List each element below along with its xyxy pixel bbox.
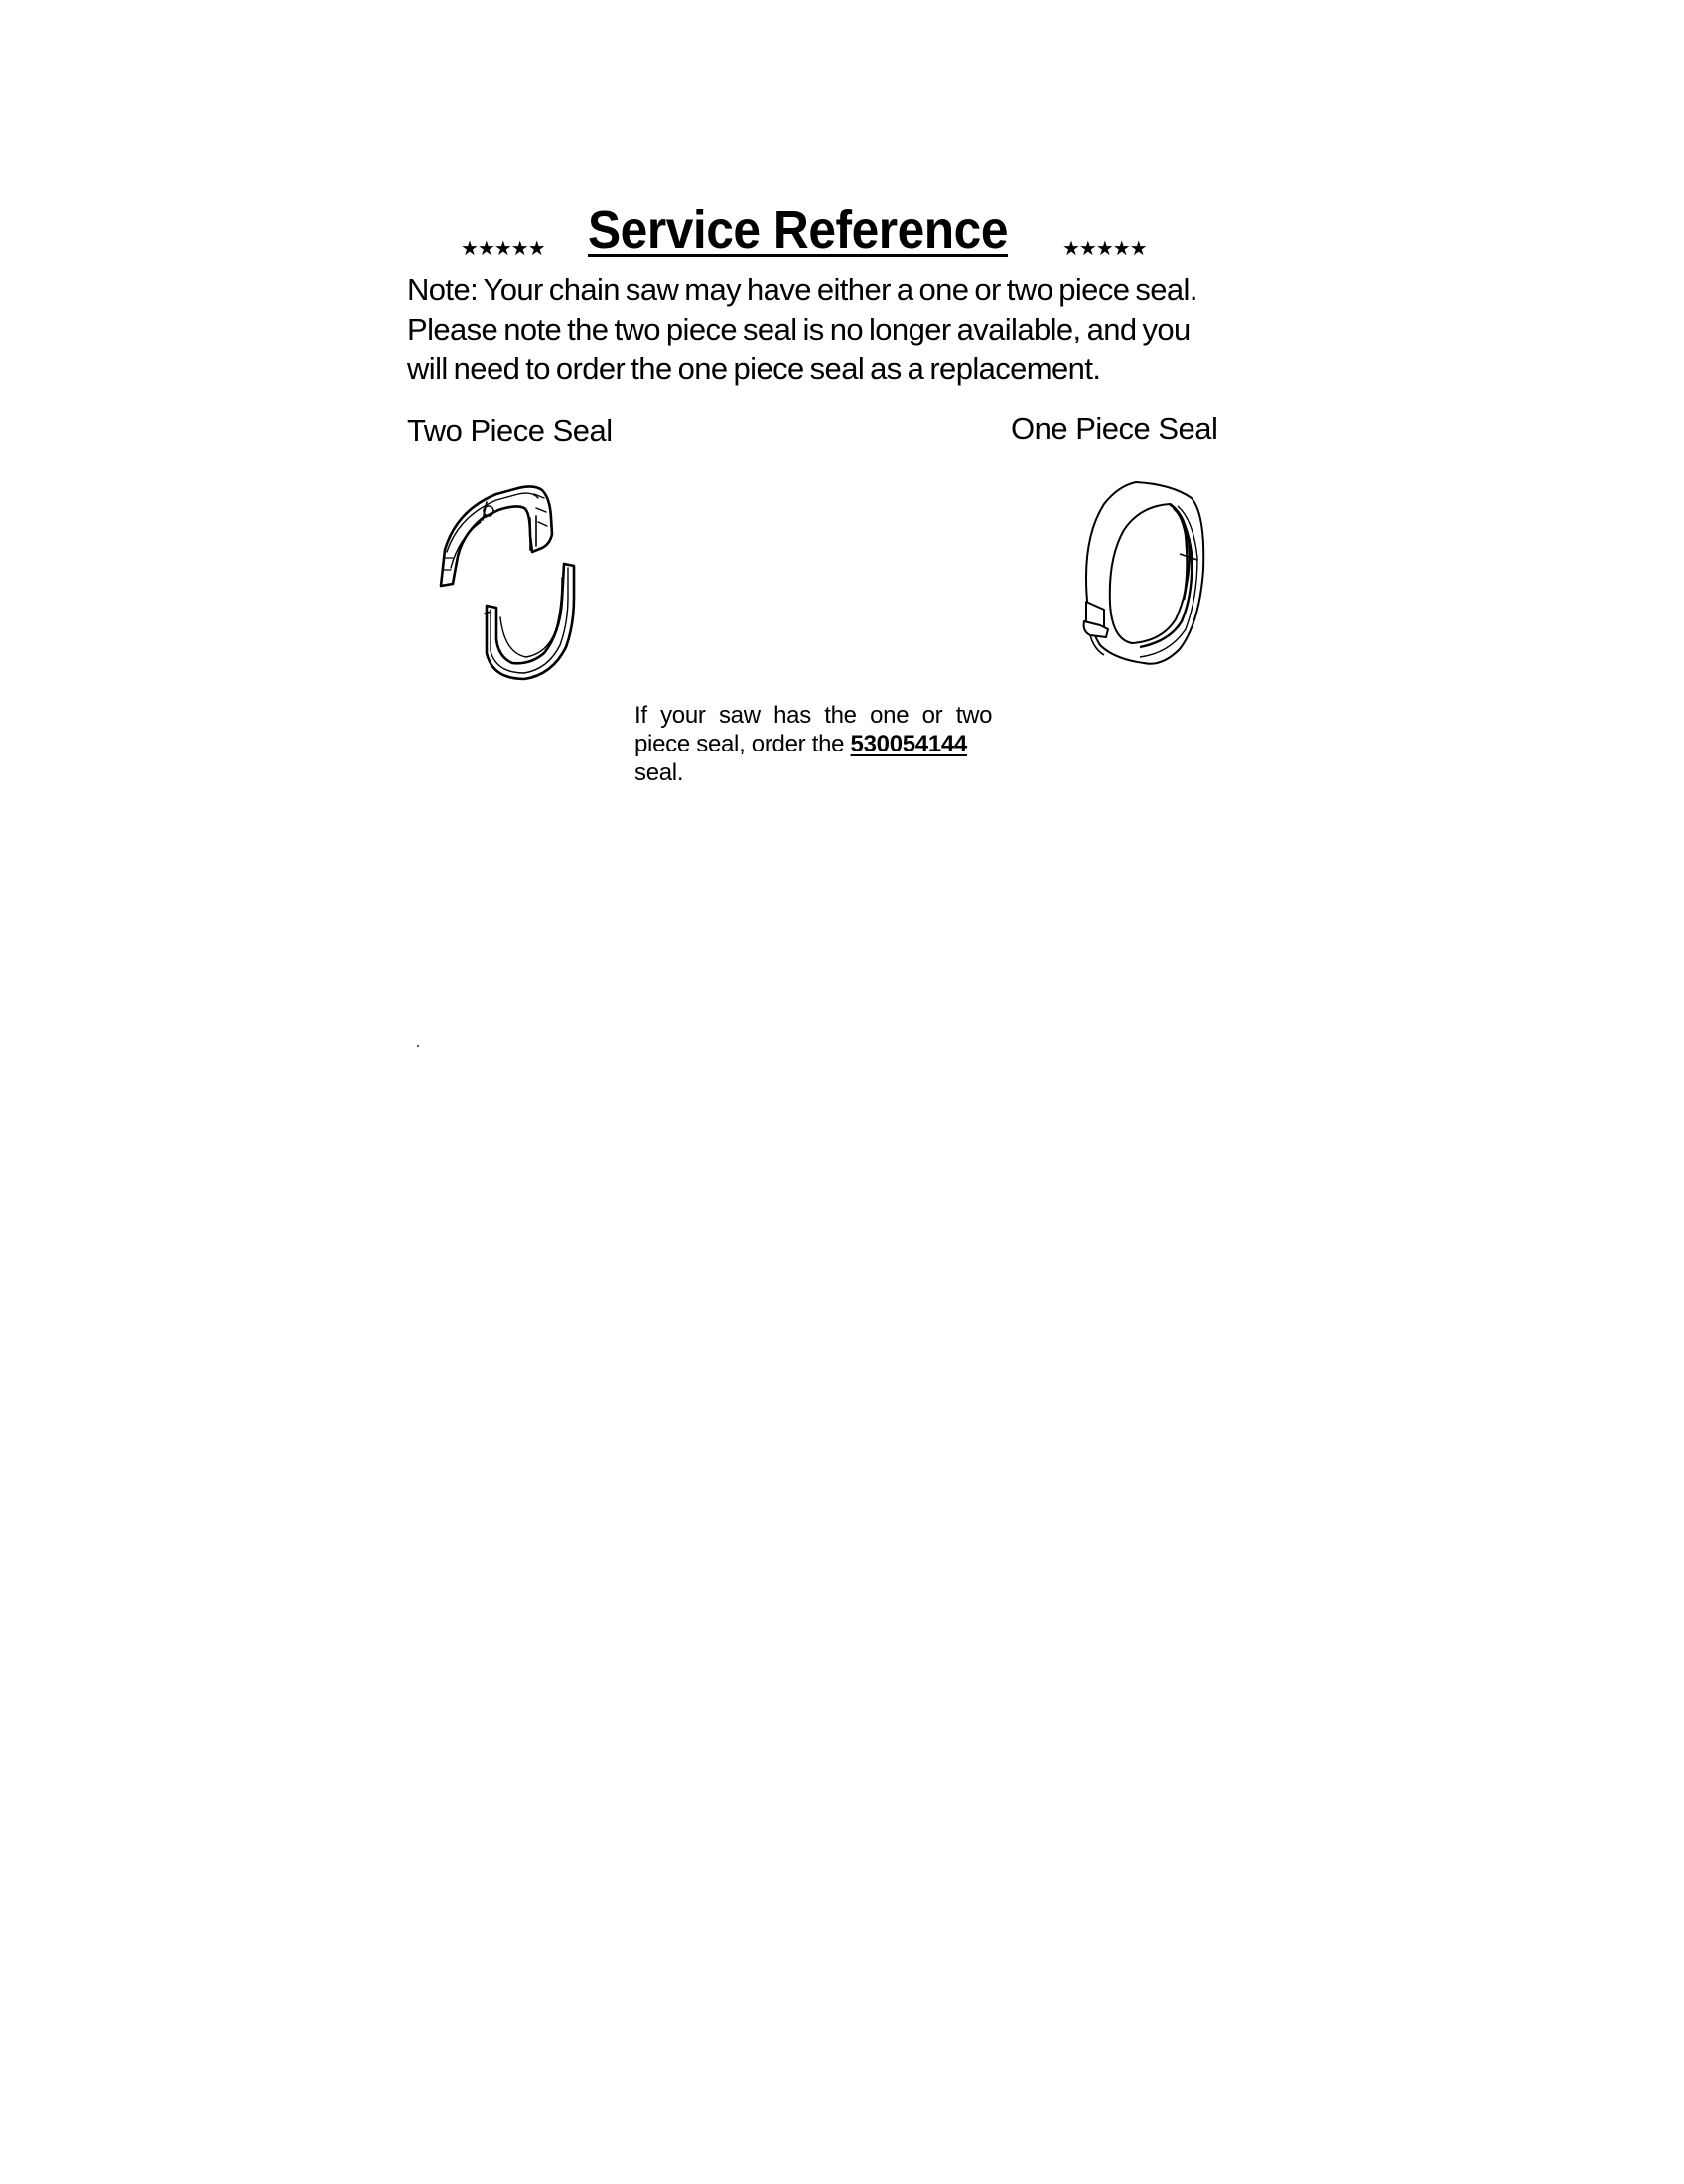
upper-seal-half <box>441 486 552 586</box>
order-instructions <box>634 701 1022 787</box>
order-line-2-text: piece seal, order the <box>634 731 851 757</box>
seal-availability-note <box>407 270 1281 389</box>
note-line-1: Note: Your chain saw may have either a one or two piece seal. <box>407 272 1197 307</box>
order-line-3: seal. <box>634 759 684 786</box>
one-piece-seal-icon <box>1064 475 1223 673</box>
order-line-1: If your saw has the one or two <box>634 702 993 729</box>
part-number: 530054144 <box>850 731 967 757</box>
lower-seal-half <box>485 564 574 679</box>
two-piece-seal-icon <box>427 459 606 687</box>
note-line-3: will need to order the one piece seal as a replacement. <box>407 351 1101 386</box>
scan-speck <box>417 1045 419 1047</box>
one-piece-seal-label: One Piece Seal <box>1011 411 1218 446</box>
decorative-stars-left: ★★★★★ <box>461 236 545 260</box>
note-line-2: Please note the two piece seal is no longer available, and you <box>407 312 1191 346</box>
two-piece-seal-label: Two Piece Seal <box>407 413 613 448</box>
page-title: Service Reference <box>588 201 1009 260</box>
decorative-stars-right: ★★★★★ <box>1062 236 1147 260</box>
order-line-2 <box>634 730 1022 758</box>
